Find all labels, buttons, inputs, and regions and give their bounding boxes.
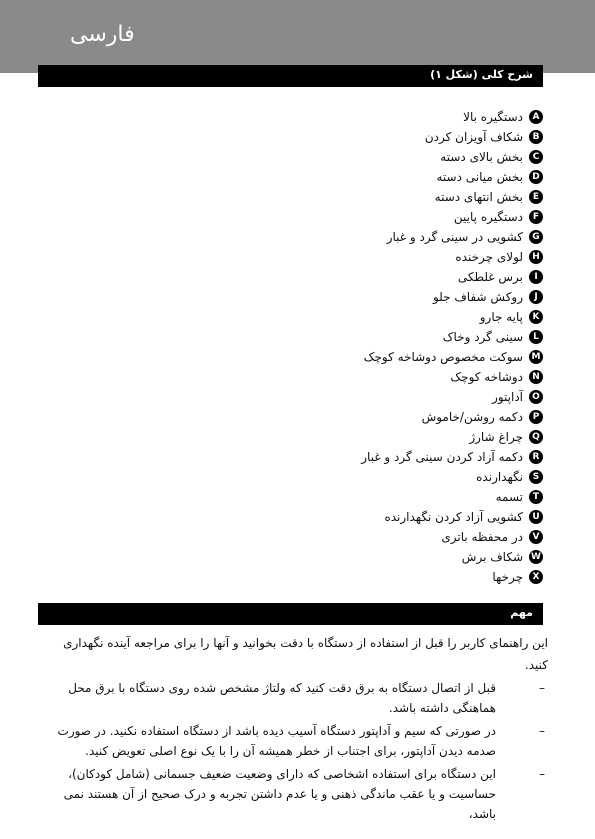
part-item — [183, 147, 543, 167]
part-letter-badge: A — [529, 110, 543, 124]
part-item — [183, 507, 543, 527]
part-letter-badge: M — [529, 350, 543, 364]
part-letter-badge: O — [529, 390, 543, 404]
part-label: کشویی آزاد کردن نگهدارنده — [384, 510, 523, 524]
part-label: دکمه آزاد کردن سینی گرد و غبار — [361, 450, 523, 464]
part-letter-badge: C — [529, 150, 543, 164]
bullet-text: قبل از اتصال دستگاه به برق دقت کنید که ولتاژ مشخص شده روی دستگاه با برق محل هماهنگی داشته باشد. — [68, 681, 496, 715]
part-label: سینی گرد وخاک — [442, 330, 523, 344]
part-letter-badge: V — [529, 530, 543, 544]
bullet-dash: – — [539, 724, 545, 738]
part-letter-badge: U — [529, 510, 543, 524]
part-item — [183, 287, 543, 307]
important-bullet-list — [38, 678, 548, 827]
part-label: دوشاخه کوچک — [450, 370, 523, 384]
bullet-dash: – — [539, 681, 545, 695]
important-bullet — [38, 764, 548, 824]
parts-list — [183, 107, 543, 587]
part-label: لولای چرخنده — [455, 250, 523, 264]
part-item — [183, 227, 543, 247]
part-item — [183, 487, 543, 507]
section-title: مهم — [510, 606, 533, 619]
part-letter-badge: K — [529, 310, 543, 324]
part-label: تسمه — [495, 490, 523, 504]
part-label: چرخها — [492, 570, 523, 584]
part-letter-badge: J — [529, 290, 543, 304]
bullet-text: در صورتی که سیم و آداپتور دستگاه آسیب دیده باشد از دستگاه استفاده نکنید. در صورت صدمه دیدن آداپتور، برای اجتناب از خطر همیشه آن را با یک نوع اصلی تعویض کنید. — [57, 724, 496, 758]
part-letter-badge: R — [529, 450, 543, 464]
part-item — [183, 327, 543, 347]
part-label: سوکت مخصوص دوشاخه کوچک — [363, 350, 523, 364]
part-item — [183, 367, 543, 387]
part-letter-badge: G — [529, 230, 543, 244]
part-label: دستگیره بالا — [463, 110, 523, 124]
part-letter-badge: I — [529, 270, 543, 284]
bullet-dash: – — [539, 767, 545, 781]
part-label: آداپتور — [492, 390, 523, 404]
part-label: نگهدارنده — [476, 470, 523, 484]
part-label: روکش شفاف جلو — [432, 290, 523, 304]
part-item — [183, 247, 543, 267]
part-label: پایه جارو — [479, 310, 523, 324]
part-item — [183, 467, 543, 487]
part-label: دستگیره پایین — [453, 210, 523, 224]
part-letter-badge: P — [529, 410, 543, 424]
part-item — [183, 267, 543, 287]
part-letter-badge: W — [529, 550, 543, 564]
part-letter-badge: E — [529, 190, 543, 204]
part-label: برس غلطکی — [457, 270, 523, 284]
part-item — [183, 407, 543, 427]
part-letter-badge: X — [529, 570, 543, 584]
part-label: کشویی در سینی گرد و غبار — [386, 230, 523, 244]
section-title: شرح کلی (شکل ۱) — [430, 68, 533, 81]
part-letter-badge: S — [529, 470, 543, 484]
part-letter-badge: B — [529, 130, 543, 144]
part-item — [183, 187, 543, 207]
part-letter-badge: D — [529, 170, 543, 184]
language-title: فارسی — [70, 22, 135, 47]
part-letter-badge: N — [529, 370, 543, 384]
part-letter-badge: F — [529, 210, 543, 224]
part-item — [183, 567, 543, 587]
part-item — [183, 547, 543, 567]
part-item — [183, 347, 543, 367]
important-bullet — [38, 678, 548, 718]
part-item — [183, 127, 543, 147]
part-letter-badge: L — [529, 330, 543, 344]
section-header-general-description — [38, 65, 543, 87]
important-bullet — [38, 721, 548, 761]
part-label: بخش میانی دسته — [436, 170, 523, 184]
part-label: بخش انتهای دسته — [434, 190, 523, 204]
part-letter-badge: Q — [529, 430, 543, 444]
important-intro: این راهنمای کاربر را قبل از استفاده از دستگاه با دقت بخوانید و آنها را برای مراجعه آینده نگهداری کنید. — [63, 636, 548, 672]
part-item — [183, 307, 543, 327]
part-label: بخش بالای دسته — [440, 150, 523, 164]
part-item — [183, 447, 543, 467]
part-letter-badge: H — [529, 250, 543, 264]
part-item — [183, 387, 543, 407]
bullet-text: این دستگاه برای استفاده اشخاصی که دارای وضعیت ضعیف جسمانی (شامل کودکان)، حساسیت و یا عقب ماندگی ذهنی و یا عدم داشتن تجربه و درک صحیح از آن هستند نمی باشد، — [63, 767, 496, 821]
part-item — [183, 107, 543, 127]
part-letter-badge: T — [529, 490, 543, 504]
part-label: شکاف آویزان کردن — [424, 130, 523, 144]
part-item — [183, 427, 543, 447]
section-header-important — [38, 603, 543, 625]
part-item — [183, 207, 543, 227]
part-label: دکمه روشن/خاموش — [421, 410, 523, 424]
part-label: شکاف برش — [461, 550, 523, 564]
part-item — [183, 167, 543, 187]
part-label: چراغ شارژ — [469, 430, 523, 444]
part-item — [183, 527, 543, 547]
header-band — [0, 0, 595, 73]
part-label: در محفظه باتری — [441, 530, 523, 544]
